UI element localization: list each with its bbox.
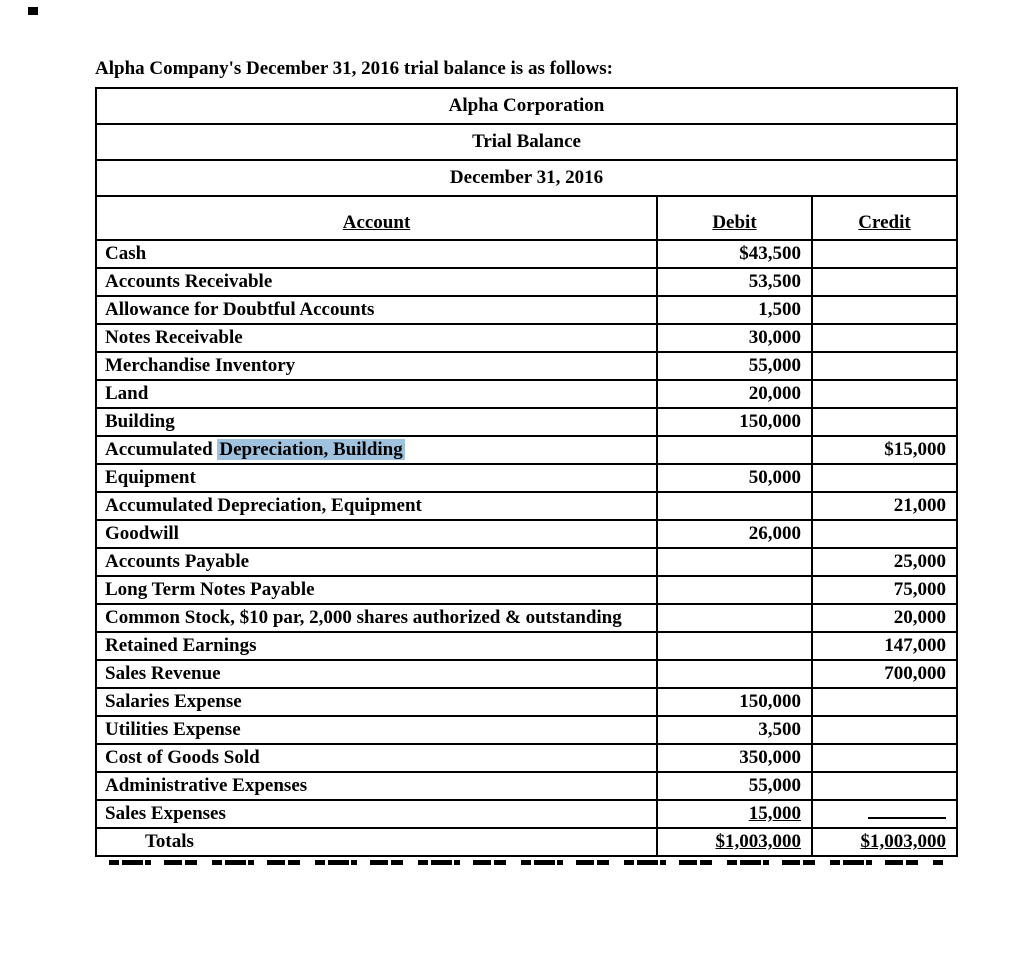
account-cell	[96, 632, 657, 660]
account-cell	[96, 240, 657, 268]
table-title-company: Alpha Corporation	[96, 88, 957, 124]
debit-cell	[657, 800, 812, 828]
debit-amount: 1,500	[758, 299, 801, 320]
account-name: Administrative Expenses	[105, 775, 308, 796]
credit-cell	[812, 436, 957, 464]
totals-credit-amount: $1,003,000	[860, 831, 947, 852]
debit-amount: 15,000	[748, 803, 801, 824]
credit-amount: 75,000	[893, 579, 947, 600]
credit-cell	[812, 800, 957, 828]
table-row	[96, 352, 957, 380]
debit-cell	[657, 632, 812, 660]
account-name: Utilities Expense	[105, 719, 241, 740]
account-cell	[96, 520, 657, 548]
credit-amount: 21,000	[893, 495, 947, 516]
document-page	[95, 58, 956, 865]
credit-amount: $15,000	[884, 439, 947, 460]
debit-cell	[657, 576, 812, 604]
totals-label: Totals	[145, 831, 194, 852]
credit-cell	[812, 352, 957, 380]
debit-cell	[657, 240, 812, 268]
debit-cell	[657, 324, 812, 352]
credit-cell	[812, 604, 957, 632]
account-name: Land	[105, 383, 149, 404]
debit-cell	[657, 688, 812, 716]
table-row	[96, 380, 957, 408]
stray-mark	[28, 7, 38, 15]
account-cell	[96, 324, 657, 352]
totals-debit-cell	[657, 828, 812, 856]
column-header-credit-cell	[812, 196, 957, 240]
account-name: Long Term Notes Payable	[105, 579, 315, 600]
credit-cell	[812, 492, 957, 520]
table-row	[96, 632, 957, 660]
account-cell	[96, 296, 657, 324]
debit-amount: 55,000	[748, 775, 801, 796]
account-cell	[96, 688, 657, 716]
table-title-row	[96, 124, 957, 160]
column-header-credit: Credit	[858, 212, 911, 233]
table-row	[96, 324, 957, 352]
account-cell	[96, 492, 657, 520]
account-name: Building	[105, 411, 175, 432]
account-cell	[96, 744, 657, 772]
column-header-row	[96, 196, 957, 240]
credit-cell	[812, 660, 957, 688]
account-name: Sales Expenses	[105, 803, 226, 824]
totals-credit-cell	[812, 828, 957, 856]
totals-label-cell	[96, 828, 657, 856]
account-name: Sales Revenue	[105, 663, 221, 684]
debit-amount: 150,000	[739, 411, 801, 432]
table-row	[96, 268, 957, 296]
debit-cell	[657, 772, 812, 800]
table-row	[96, 492, 957, 520]
account-name: Accumulated	[105, 439, 218, 460]
table-row	[96, 660, 957, 688]
table-row	[96, 604, 957, 632]
column-header-account-cell	[96, 196, 657, 240]
totals-row	[96, 828, 957, 856]
credit-cell	[812, 744, 957, 772]
account-name: Accounts Payable	[105, 551, 250, 572]
debit-amount: 50,000	[748, 467, 801, 488]
account-cell	[96, 772, 657, 800]
debit-cell	[657, 520, 812, 548]
debit-cell	[657, 604, 812, 632]
account-cell	[96, 380, 657, 408]
account-name: Cost of Goods Sold	[105, 747, 260, 768]
table-row	[96, 800, 957, 828]
account-cell	[96, 464, 657, 492]
debit-amount: 55,000	[748, 355, 801, 376]
credit-cell	[812, 632, 957, 660]
table-row	[96, 436, 957, 464]
account-name: Goodwill	[105, 523, 179, 544]
credit-cell	[812, 548, 957, 576]
credit-cell	[812, 324, 957, 352]
credit-amount: 147,000	[884, 635, 947, 656]
account-name: Common Stock, $10 par, 2,000 shares authorized & outstanding	[105, 607, 622, 628]
table-row	[96, 576, 957, 604]
debit-amount: 350,000	[739, 747, 801, 768]
account-cell	[96, 800, 657, 828]
account-cell	[96, 604, 657, 632]
table-title-row	[96, 160, 957, 196]
account-name: Accounts Receivable	[105, 271, 273, 292]
table-row	[96, 240, 957, 268]
table-row	[96, 744, 957, 772]
account-cell	[96, 660, 657, 688]
table-row	[96, 408, 957, 436]
credit-cell	[812, 688, 957, 716]
credit-cell	[812, 772, 957, 800]
credit-amount: 20,000	[893, 607, 947, 628]
credit-amount: 700,000	[884, 663, 947, 684]
credit-cell	[812, 408, 957, 436]
trial-balance-table	[95, 87, 958, 857]
trial-balance-body	[96, 240, 957, 828]
credit-cell	[812, 240, 957, 268]
credit-blank-underline	[868, 815, 946, 819]
account-name: Cash	[105, 243, 147, 264]
table-row	[96, 464, 957, 492]
account-name: Retained Earnings	[105, 635, 257, 656]
account-name: Equipment	[105, 467, 196, 488]
credit-cell	[812, 464, 957, 492]
column-header-debit: Debit	[712, 212, 757, 233]
debit-cell	[657, 464, 812, 492]
credit-cell	[812, 716, 957, 744]
account-cell	[96, 352, 657, 380]
totals-debit-amount: $1,003,000	[715, 831, 801, 852]
clipped-text-line	[109, 860, 944, 865]
debit-amount: 3,500	[758, 719, 801, 740]
debit-cell	[657, 268, 812, 296]
table-row	[96, 716, 957, 744]
credit-cell	[812, 380, 957, 408]
debit-cell	[657, 296, 812, 324]
account-cell	[96, 576, 657, 604]
highlighted-account-text: Depreciation, Building	[219, 439, 403, 460]
table-title-date: December 31, 2016	[96, 160, 957, 196]
debit-amount: $43,500	[739, 243, 801, 264]
intro-text: Alpha Company's December 31, 2016 trial balance is as follows:	[95, 58, 613, 79]
credit-cell	[812, 520, 957, 548]
account-cell	[96, 716, 657, 744]
account-cell	[96, 548, 657, 576]
debit-cell	[657, 380, 812, 408]
debit-cell	[657, 408, 812, 436]
table-row	[96, 520, 957, 548]
credit-cell	[812, 296, 957, 324]
debit-cell	[657, 660, 812, 688]
debit-cell	[657, 716, 812, 744]
debit-cell	[657, 744, 812, 772]
account-name: Allowance for Doubtful Accounts	[105, 299, 375, 320]
debit-amount: 30,000	[748, 327, 801, 348]
account-cell	[96, 436, 657, 464]
debit-cell	[657, 492, 812, 520]
debit-amount: 20,000	[748, 383, 801, 404]
table-row	[96, 548, 957, 576]
account-name: Notes Receivable	[105, 327, 243, 348]
debit-amount: 150,000	[739, 691, 801, 712]
debit-amount: 26,000	[748, 523, 801, 544]
table-row	[96, 772, 957, 800]
debit-cell	[657, 548, 812, 576]
credit-cell	[812, 576, 957, 604]
account-name: Accumulated Depreciation, Equipment	[105, 495, 422, 516]
credit-cell	[812, 268, 957, 296]
column-header-debit-cell	[657, 196, 812, 240]
account-name: Salaries Expense	[105, 691, 242, 712]
account-cell	[96, 268, 657, 296]
account-name: Merchandise Inventory	[105, 355, 296, 376]
table-row	[96, 688, 957, 716]
column-header-account: Account	[342, 212, 411, 233]
account-cell	[96, 408, 657, 436]
table-title-report: Trial Balance	[96, 124, 957, 160]
debit-amount: 53,500	[748, 271, 801, 292]
table-title-row	[96, 88, 957, 124]
credit-amount: 25,000	[893, 551, 947, 572]
table-row	[96, 296, 957, 324]
debit-cell	[657, 352, 812, 380]
debit-cell	[657, 436, 812, 464]
